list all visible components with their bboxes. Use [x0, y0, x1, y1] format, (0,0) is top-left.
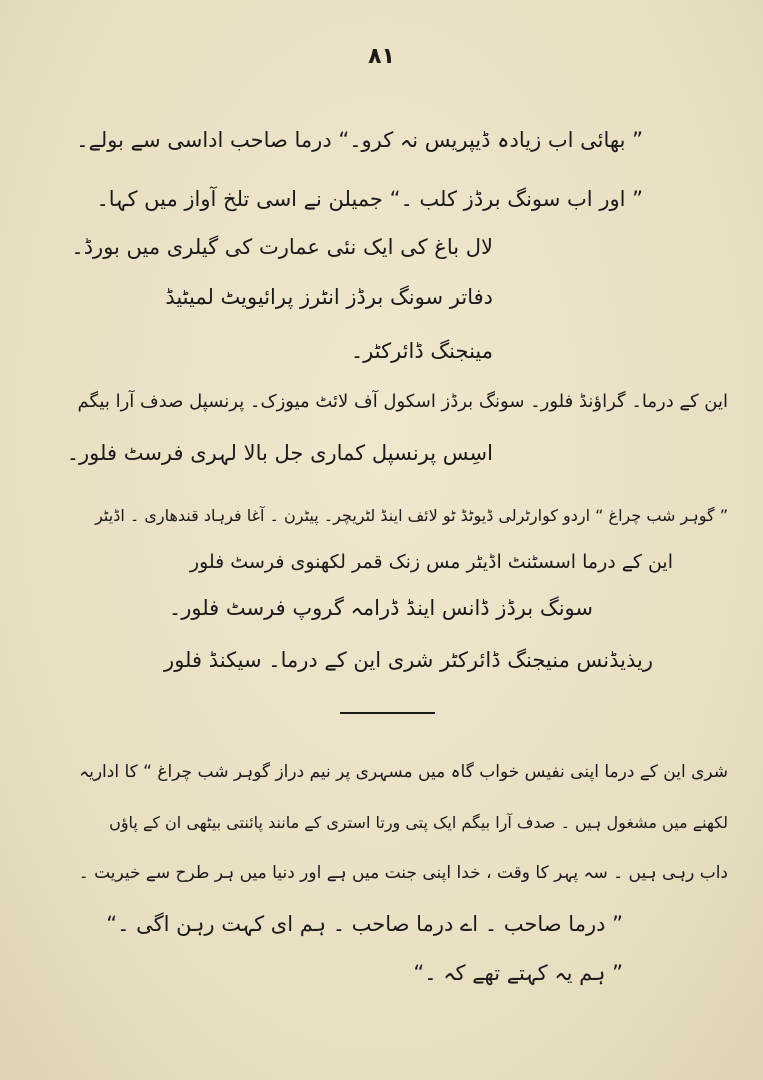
section-divider [340, 712, 435, 714]
text-line: ” گوہر شب چراغ “ اردو کوارٹرلی ڈیوٹڈ ٹو لائف اینڈ لٹریچر۔ پیٹرن ۔ آغا فرہاد قندھاری ۔ اڈیٹر [95, 506, 728, 525]
text-line: ” اور اب سونگ برڈز کلب ۔“ جمیلن نے اسی تلخ آواز میں کہا۔ [96, 187, 643, 211]
text-line: ” ہم یہ کہتے تھے کہ ۔“ [413, 961, 623, 985]
text-line: شری این کے درما اپنی نفیس خواب گاہ میں مسہری پر نیم دراز گوہر شب چراغ “ کا اداریہ [79, 762, 728, 782]
text-line: اسِس پرنسپل کماری جل بالا لہری فرسٹ فلور۔ [66, 441, 493, 465]
text-line: دفاتر سونگ برڈز انٹرز پرائیویٹ لمیٹیڈ [165, 285, 493, 309]
text-line: داب رہی ہیں ۔ سہ پہر کا وقت ، خدا اپنی جنت میں ہے اور دنیا میں ہر طرح سے خیریت ۔ [78, 863, 728, 883]
text-line: ریذیڈنس منیجنگ ڈائرکٹر شری این کے درما۔ سیکنڈ فلور [164, 648, 653, 672]
text-line: این کے درما اسسٹنٹ اڈیٹر مس زنک قمر لکھنوی فرسٹ فلور [189, 551, 673, 573]
text-line: ” درما صاحب ۔ اے درما صاحب ۔ ہم ای کہت رہن اگی ۔“ [106, 912, 623, 936]
text-line: مینجنگ ڈائرکٹر۔ [350, 339, 493, 363]
text-line: این کے درما۔ گراؤنڈ فلور۔ سونگ برڈز اسکول آف لائٹ میوزک۔ پرنسپل صدف آرا بیگم [77, 391, 728, 412]
text-line: سونگ برڈز ڈانس اینڈ ڈرامہ گروپ فرسٹ فلور۔ [168, 596, 593, 620]
page-number: ۸۱ [368, 44, 395, 69]
text-line: لال باغ کی ایک نئی عمارت کی گیلری میں بورڈ۔ [71, 235, 493, 259]
text-line: لکھنے میں مشغول ہیں ۔ صدف آرا بیگم ایک پتی ورتا استری کے مانند پائنتی بیٹھی ان کے پاؤں [109, 813, 728, 832]
text-line: ” بھائی اب زیادہ ڈیپریس نہ کرو۔“ درما صاحب اداسی سے بولے۔ [76, 128, 643, 152]
